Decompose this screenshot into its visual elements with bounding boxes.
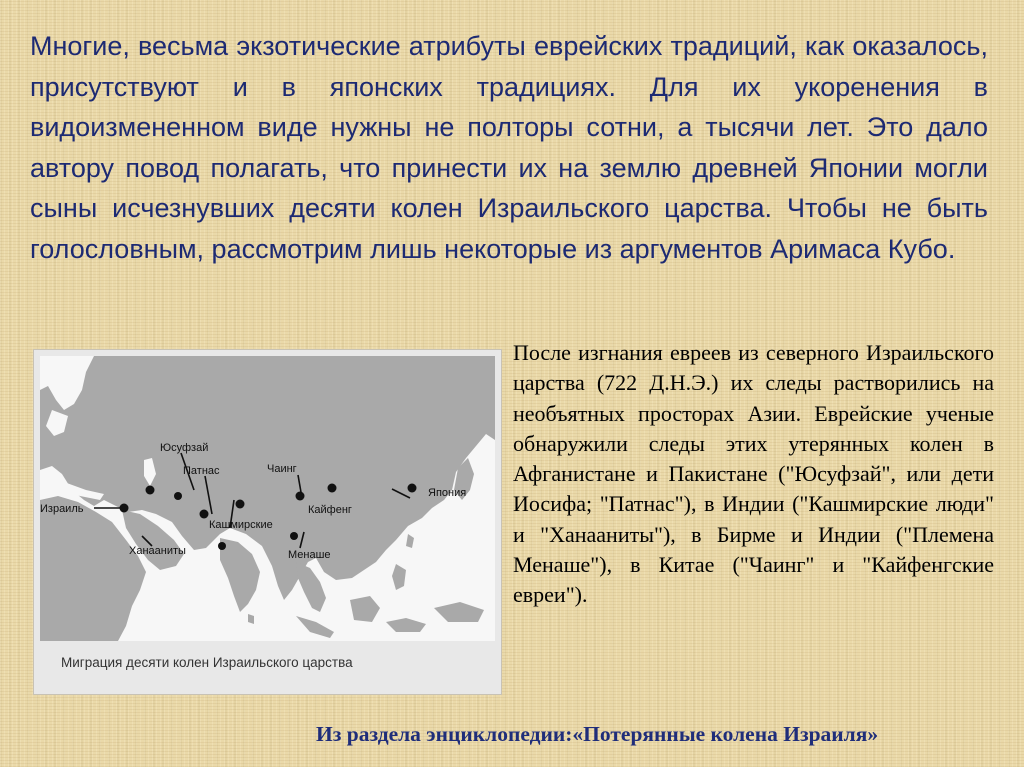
dot-patnas xyxy=(174,492,182,500)
dot-chaing xyxy=(296,492,305,501)
side-paragraph: После изгнания евреев из северного Израильского царства (722 Д.Н.Э.) их следы растворились на необъятных просторах Азии. Еврейские ученые обнаружили следы этих утерянных колен в Афганистане и Пакистане ("Юсуфзай", или дети Иосифа; "Патнас"), в Индии ("Кашмирские люди" и "Ханааниты"), в Бирме и Индии ("Племена Менаше"), в Китае ("Чаинг" и "Кайфенгские евреи"). xyxy=(513,340,994,608)
label-israel: Израиль xyxy=(40,503,84,515)
source-caption: Из раздела энциклопедии:«Потерянные колена Израиля» xyxy=(316,722,879,746)
dot-khanaanity xyxy=(218,542,226,550)
dot-menashe xyxy=(290,532,298,540)
dot-japan xyxy=(408,484,417,493)
migration-map xyxy=(34,350,501,694)
label-kashmiri: Кашмирские xyxy=(209,519,273,531)
label-yusufzai: Юсуфзай xyxy=(160,442,209,454)
dot-yusufzai xyxy=(146,486,155,495)
label-khanaanity: Ханааниты xyxy=(129,545,186,557)
label-chaing: Чаинг xyxy=(267,463,297,475)
label-menashe: Менаше xyxy=(288,549,331,561)
dot-kashmiri xyxy=(200,510,209,519)
intro-paragraph: Многие, весьма экзотические атрибуты еврейских традиций, как оказалось, присутствуют и в японских традициях. Для их укоренения в видоизмененном виде нужны не полторы сотни, а тысячи лет. Это дало автору повод полагать, что принести их на землю древней Японии могли сыны исчезнувших десяти колен Израильского царства. Чтобы не быть голословным, рассмотрим лишь некоторые из аргументов Аримаса Кубо. xyxy=(30,31,988,264)
map-caption: Миграция десяти колен Израильского царства xyxy=(61,655,353,670)
dot-kaifeng xyxy=(328,484,337,493)
dot-israel xyxy=(120,504,129,513)
label-kaifeng: Кайфенг xyxy=(308,504,352,516)
dot-patnas-2 xyxy=(236,500,245,509)
label-patnas: Патнас xyxy=(183,465,220,477)
label-japan: Япония xyxy=(428,487,467,499)
